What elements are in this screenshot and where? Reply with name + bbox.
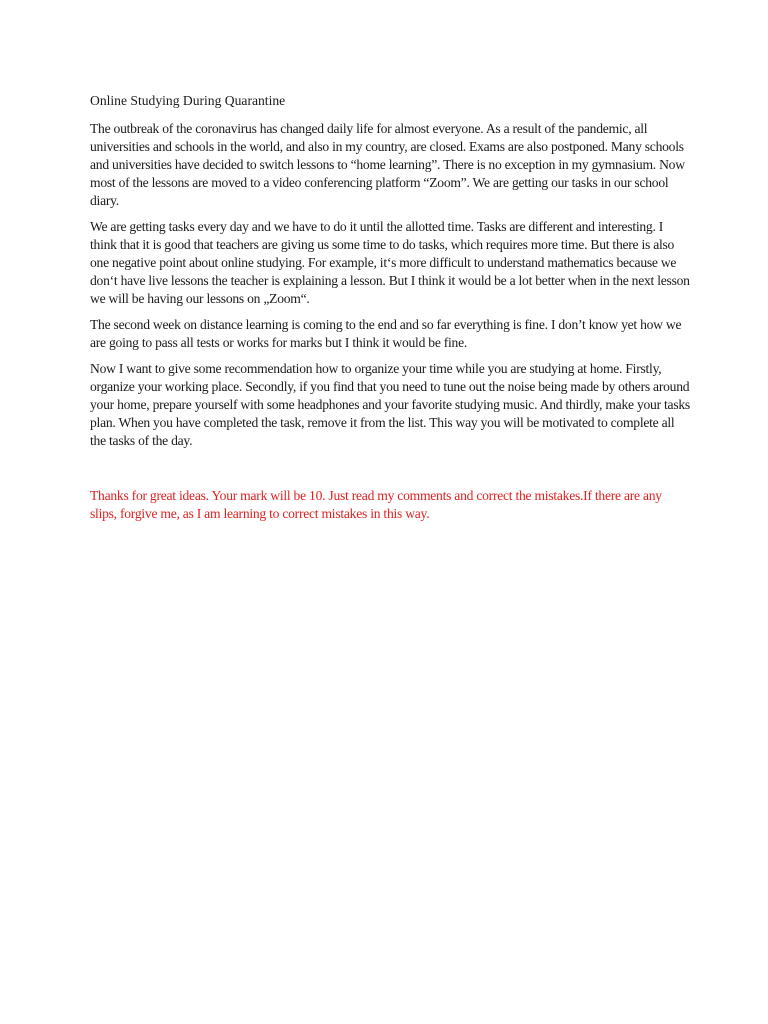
paragraph-1: The outbreak of the coronavirus has changed daily life for almost everyone. As a result of the pandemic, all universities and schools in the world, and also in my country, are closed. Exams are also postponed. Many schools and universities have decided to switch lessons to “home learning”. There is no exception in my gymnasium. Now most of the lessons are moved to a video conferencing platform “Zoom”. We are getting our tasks in our school diary. xyxy=(90,121,685,208)
document-title: Online Studying During Quarantine xyxy=(90,93,286,108)
document-body xyxy=(90,92,690,537)
paragraph-3: The second week on distance learning is coming to the end and so far everything is fine. I don’t know yet how we are going to pass all tests or works for marks but I think it would be fine. xyxy=(90,317,682,350)
paragraph-4: Now I want to give some recommendation how to organize your time while you are studying at home. Firstly, organize your working place. Secondly, if you find that you need to tune out the noise being made by others around your home, prepare yourself with some headphones and your favorite studying music. And thirdly, make your tasks plan. When you have completed the task, remove it from the list. This way you will be motivated to complete all the tasks of the day. xyxy=(90,361,690,448)
paragraph-2: We are getting tasks every day and we have to do it until the allotted time. Tasks are different and interesting. I think that it is good that teachers are giving us some time to do tasks, which requires more time. But there is also one negative point about online studying. For example, it‘s more difficult to understand mathematics because we don‘t have live lessons the teacher is explaining a lesson. But I think it would be a lot better when in the next lesson we will be having our lessons on „Zoom“. xyxy=(90,219,690,306)
teacher-comment: Thanks for great ideas. Your mark will be 10. Just read my comments and correct the mistakes.If there are any slips, forgive me, as I am learning to correct mistakes in this way. xyxy=(90,488,662,521)
